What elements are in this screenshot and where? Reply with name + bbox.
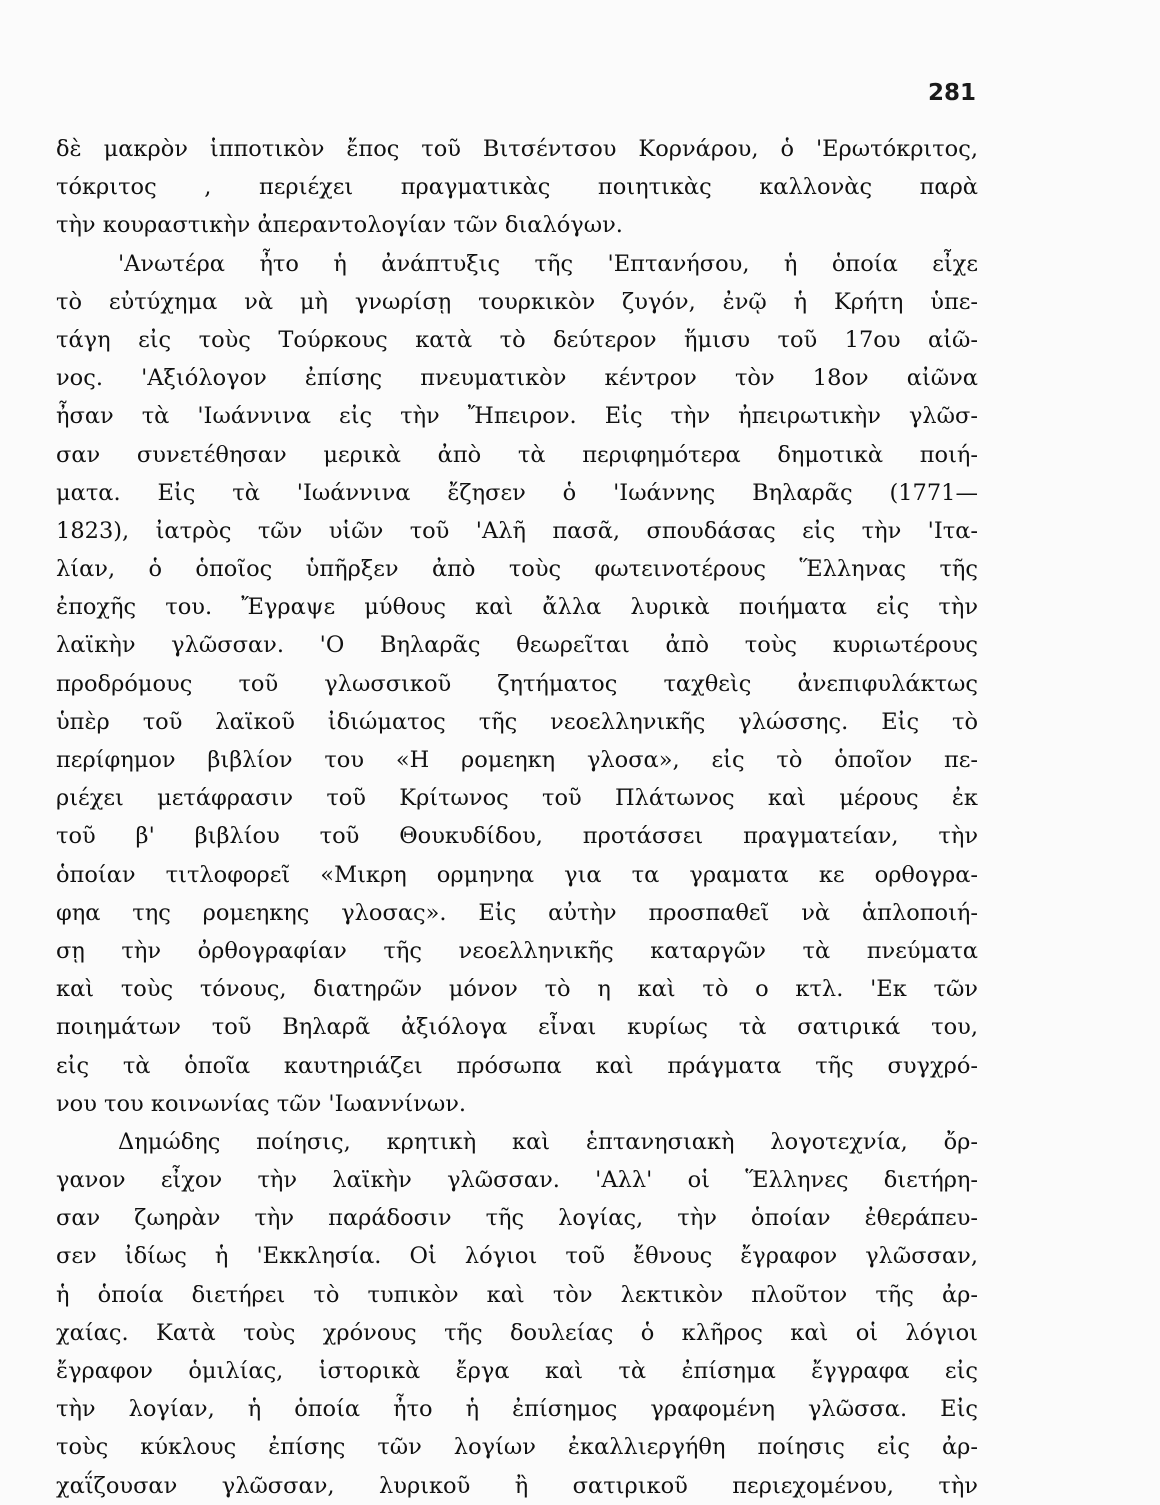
text-line: ματα. Εἰς τὰ 'Ιωάννινα ἔζησεν ὁ 'Ιωάννης Βηλαρᾶς (1771— [56, 479, 978, 506]
text-line: ἡ ὁποία διετήρει τὸ τυπικὸν καὶ τὸν λεκτικὸν πλοῦτον τῆς ἀρ- [56, 1281, 978, 1308]
body-text [56, 130, 978, 1505]
text-line: ὑπὲρ τοῦ λαϊκοῦ ἰδιώματος τῆς νεοελληνικῆς γλώσσης. Εἰς τὸ [56, 708, 978, 735]
text-line: λίαν, ὁ ὁποῖος ὑπῆρξεν ἀπὸ τοὺς φωτεινοτέρους Ἕλληνας τῆς [56, 556, 978, 583]
text-line: ἔγραφον ὁμιλίας, ἱστορικὰ ἔργα καὶ τὰ ἐπίσημα ἔγγραφα εἰς [56, 1358, 978, 1384]
text-line: χαΐζουσαν γλῶσσαν, λυρικοῦ ἢ σατιρικοῦ περιεχομένου, τὴν [56, 1472, 978, 1499]
text-line: 'Ανωτέρα ἦτο ἡ ἀνάπτυξις τῆς 'Επτανήσου, ἡ ὁποία εἶχε [118, 250, 978, 277]
text-line: τὴν κουραστικὴν ἀπεραντολογίαν τῶν διαλόγων. [56, 212, 623, 239]
text-line: σαν συνετέθησαν μερικὰ ἀπὸ τὰ περιφημότερα δημοτικὰ ποιή- [56, 441, 978, 468]
text-line: τοὺς κύκλους ἐπίσης τῶν λογίων ἐκαλλιεργήθη ποίησις εἰς ἀρ- [56, 1434, 978, 1461]
text-line: καὶ τοὺς τόνους, διατηρῶν μόνον τὸ η καὶ τὸ ο κτλ. 'Εκ τῶν [56, 976, 978, 1003]
text-line: τὴν λογίαν, ἡ ὁποία ἦτο ἡ ἐπίσημος γραφομένη γλῶσσα. Εἰς [56, 1396, 978, 1423]
text-line: νου του κοινωνίας τῶν 'Ιωαννίνων. [56, 1090, 467, 1117]
text-line: νος. 'Αξιόλογον ἐπίσης πνευματικὸν κέντρον τὸν 18ον αἰῶνα [56, 365, 978, 392]
text-line: εἰς τὰ ὁποῖα καυτηριάζει πρόσωπα καὶ πράγματα τῆς συγχρό- [56, 1052, 978, 1079]
text-line: ἦσαν τὰ 'Ιωάννινα εἰς τὴν Ἤπειρον. Εἰς τὴν ἠπειρωτικὴν γλῶσ- [56, 403, 978, 430]
text-line: τοῦ β' βιβλίου τοῦ Θουκυδίδου, προτάσσει πραγματείαν, τὴν [56, 823, 978, 850]
text-line: τόκριτος , περιέχει πραγματικὰς ποιητικὰς καλλονὰς παρὰ [56, 174, 978, 201]
text-line: φηα της ρομεηκης γλοσας». Εἰς αὐτὴν προσπαθεῖ νὰ ἁπλοποιή- [56, 899, 978, 926]
text-line: λαϊκὴν γλῶσσαν. 'Ο Βηλαρᾶς θεωρεῖται ἀπὸ τοὺς κυριωτέρους [56, 632, 978, 659]
text-line: προδρόμους τοῦ γλωσσικοῦ ζητήματος ταχθεὶς ἀνεπιφυλάκτως [56, 670, 978, 697]
text-line: ὁποίαν τιτλοφορεῖ «Μικρη ορμηνηα για τα γραματα κε ορθογρα- [56, 861, 978, 888]
text-line: ἐποχῆς του. Ἔγραψε μύθους καὶ ἄλλα λυρικὰ ποιήματα εἰς τὴν [56, 594, 978, 621]
text-line: περίφημον βιβλίον του «Η ρομεηκη γλοσα», εἰς τὸ ὁποῖον πε- [56, 747, 978, 773]
text-line: χαίας. Κατὰ τοὺς χρόνους τῆς δουλείας ὁ κλῆρος καὶ οἱ λόγιοι [56, 1319, 978, 1346]
text-line: τὸ εὐτύχημα νὰ μὴ γνωρίσῃ τουρκικὸν ζυγόν, ἐνῷ ἡ Κρήτη ὑπε- [56, 288, 978, 315]
text-line: σαν ζωηρὰν τὴν παράδοσιν τῆς λογίας, τὴν ὁποίαν ἐθεράπευ- [56, 1205, 978, 1232]
page-number: 281 [928, 80, 977, 106]
text-line: 1823), ἰατρὸς τῶν υἱῶν τοῦ 'Αλῆ πασᾶ, σπουδάσας εἰς τὴν 'Ιτα- [56, 517, 978, 544]
text-line: γανον εἶχον τὴν λαϊκὴν γλῶσσαν. 'Αλλ' οἱ Ἕλληνες διετήρη- [56, 1167, 978, 1194]
text-line: σῃ τὴν ὀρθογραφίαν τῆς νεοελληνικῆς καταργῶν τὰ πνεύματα [56, 937, 978, 964]
text-line: σεν ἰδίως ἡ 'Εκκλησία. Οἱ λόγιοι τοῦ ἔθνους ἔγραφον γλῶσσαν, [56, 1243, 978, 1270]
text-line: ποιημάτων τοῦ Βηλαρᾶ ἀξιόλογα εἶναι κυρίως τὰ σατιρικά του, [56, 1014, 978, 1041]
text-line: δὲ μακρὸν ἱπποτικὸν ἔπος τοῦ Βιτσέντσου Κορνάρου, ὁ 'Ερωτόκριτος, [56, 136, 978, 162]
text-line: τάγη εἰς τοὺς Τούρκους κατὰ τὸ δεύτερον ἥμισυ τοῦ 17ου αἰῶ- [56, 326, 978, 353]
text-line: ριέχει μετάφρασιν τοῦ Κρίτωνος τοῦ Πλάτωνος καὶ μέρους ἐκ [56, 785, 978, 812]
text-line: Δημώδης ποίησις, κρητικὴ καὶ ἑπτανησιακὴ λογοτεχνία, ὄρ- [118, 1128, 978, 1155]
